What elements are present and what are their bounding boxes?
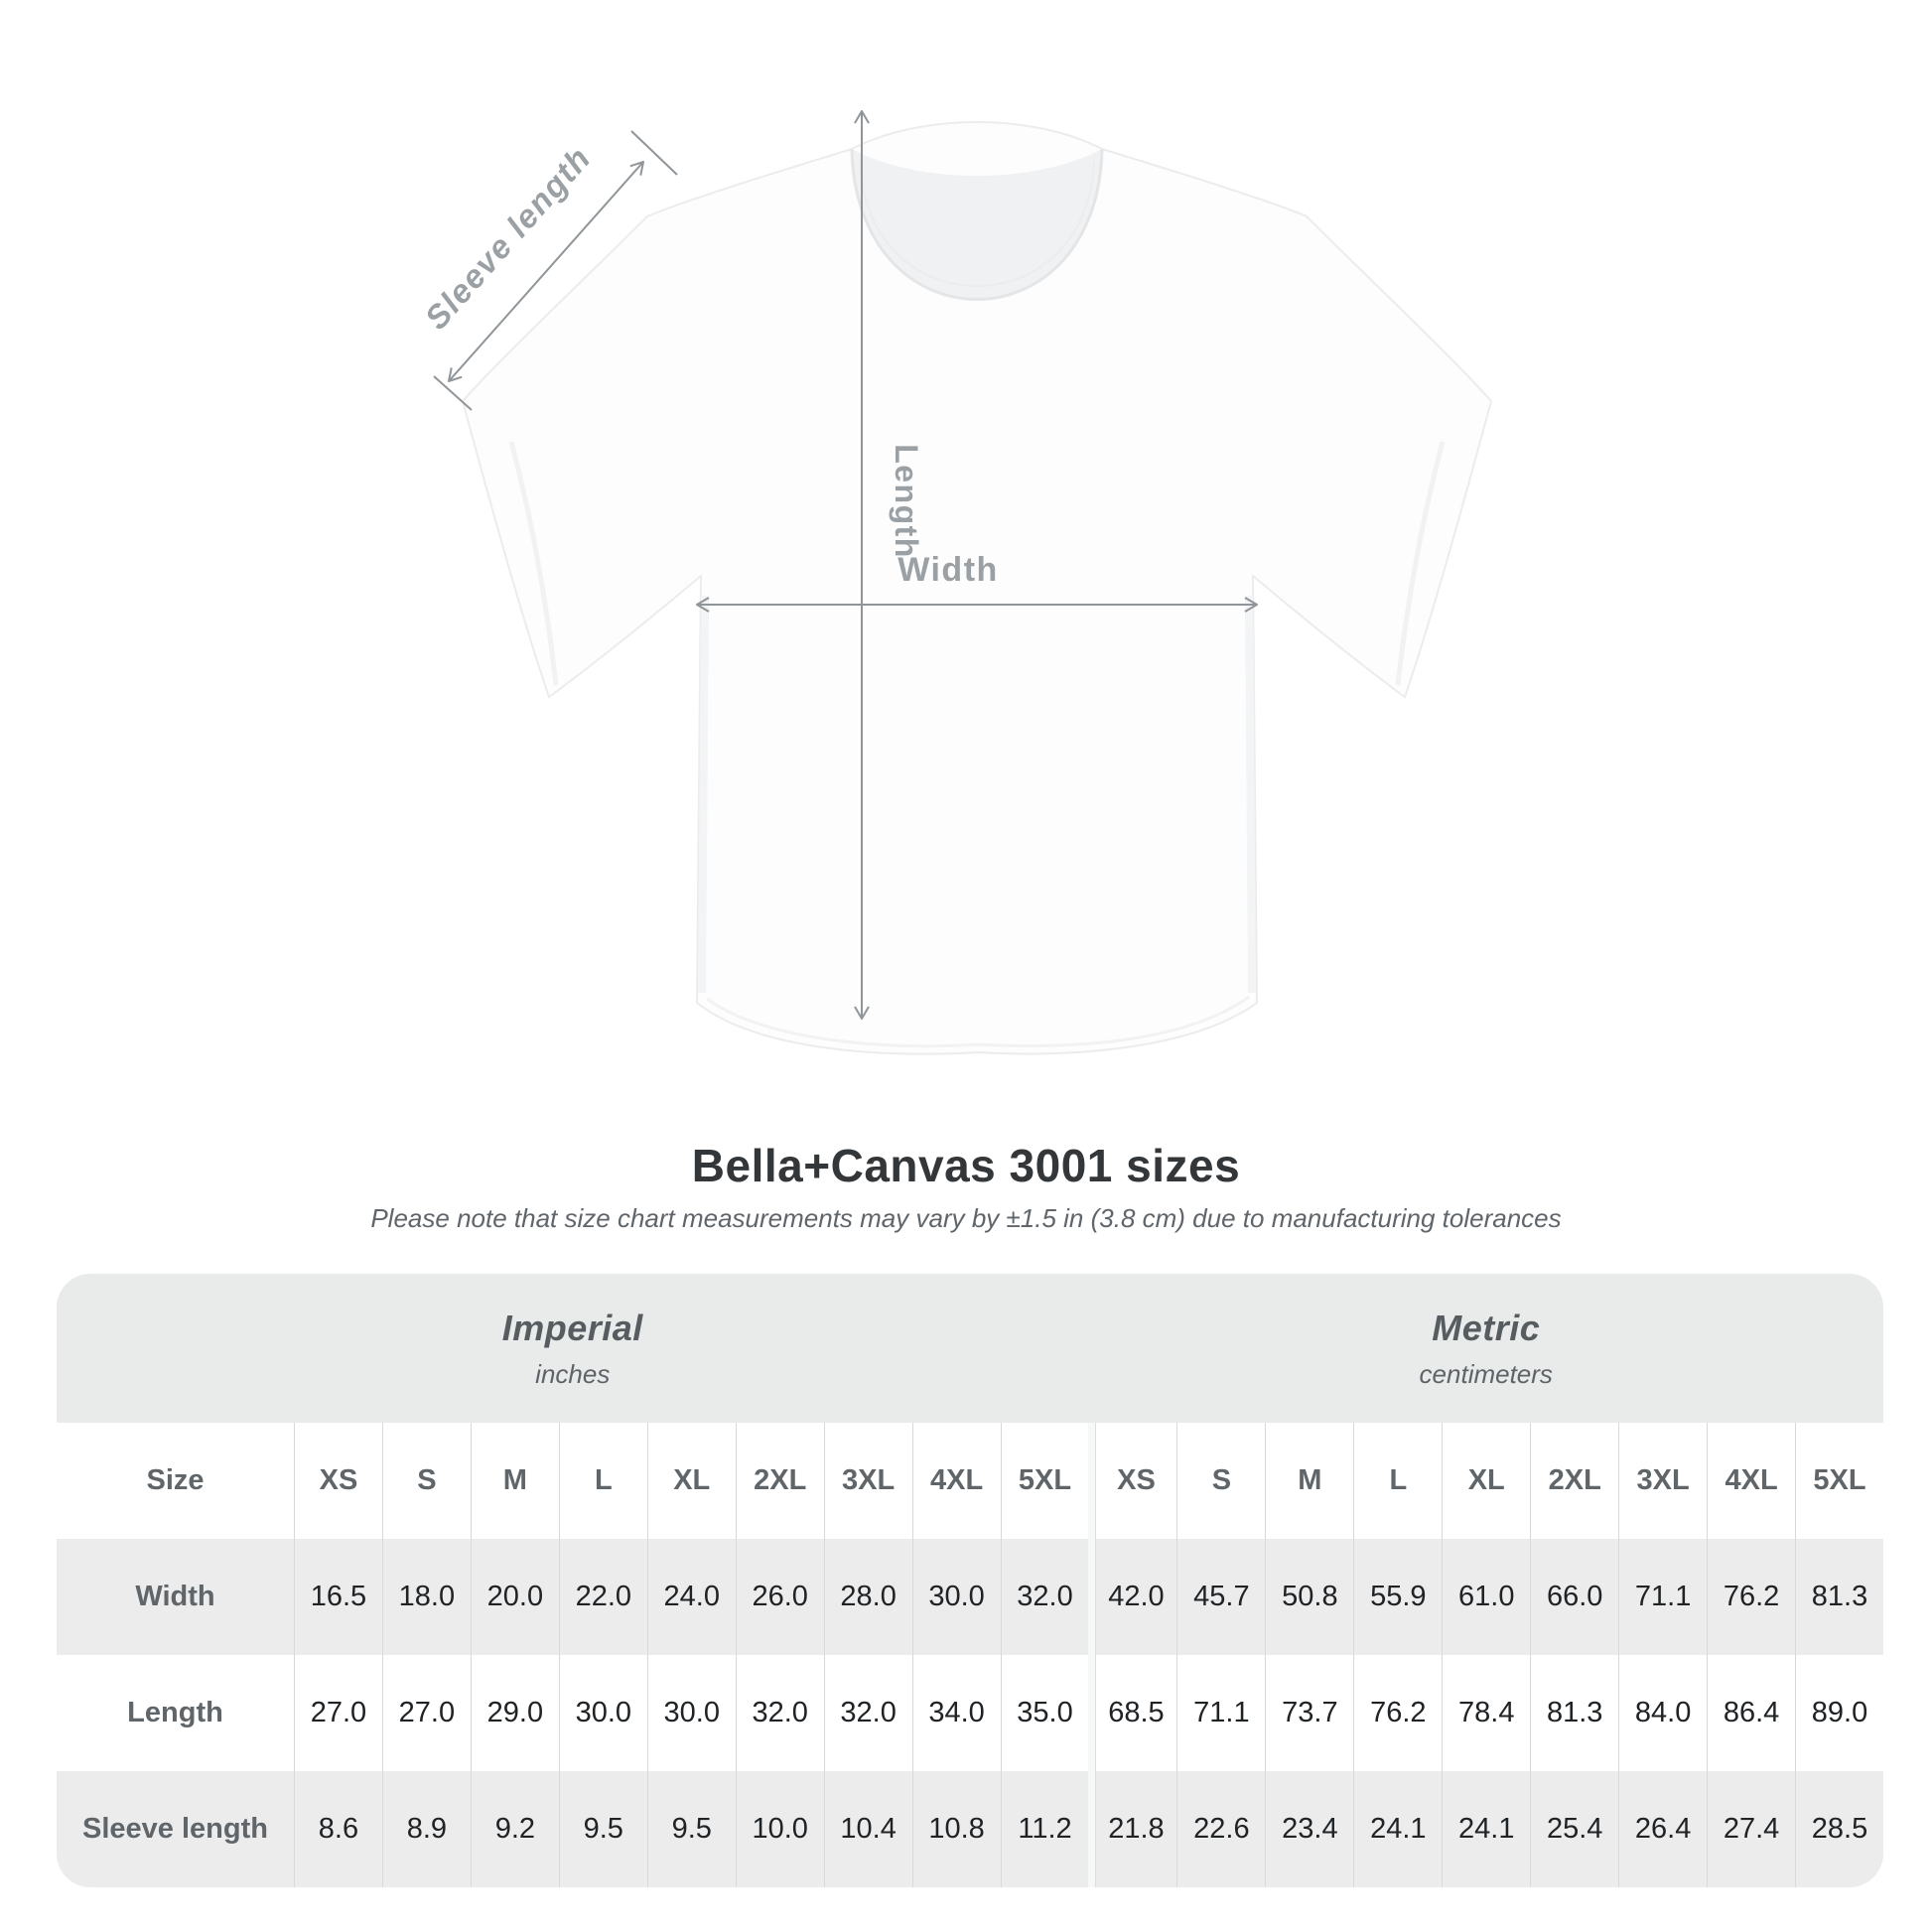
size-column-header: Size <box>146 1464 205 1496</box>
table-row-length <box>57 1655 1883 1771</box>
value-cell: 61.0 <box>1442 1539 1530 1655</box>
size-header: M <box>471 1423 559 1539</box>
value-cell: 28.5 <box>1795 1771 1883 1887</box>
size-header: 5XL <box>1795 1423 1883 1539</box>
value-cell: 28.0 <box>824 1539 912 1655</box>
value-cell: 10.4 <box>824 1771 912 1887</box>
size-header: XS <box>1088 1423 1176 1539</box>
size-header: XL <box>1442 1423 1530 1539</box>
metric-unit: centimeters <box>1419 1358 1553 1389</box>
size-header: L <box>559 1423 647 1539</box>
value-cell: 9.5 <box>559 1771 647 1887</box>
value-cell: 76.2 <box>1353 1655 1442 1771</box>
value-cell: 50.8 <box>1265 1539 1353 1655</box>
size-header: 3XL <box>1618 1423 1707 1539</box>
value-cell: 24.0 <box>647 1539 736 1655</box>
value-cell: 11.2 <box>1001 1771 1089 1887</box>
value-cell: 30.0 <box>559 1655 647 1771</box>
value-cell: 22.6 <box>1176 1771 1265 1887</box>
size-header: L <box>1353 1423 1442 1539</box>
size-header: 3XL <box>824 1423 912 1539</box>
length-label: Length <box>889 444 924 559</box>
value-cell: 8.9 <box>382 1771 471 1887</box>
value-cell: 24.1 <box>1442 1771 1530 1887</box>
row-label: Width <box>135 1581 215 1612</box>
value-cell: 76.2 <box>1707 1539 1795 1655</box>
value-cell: 84.0 <box>1618 1655 1707 1771</box>
table-row-sleeve-length <box>57 1771 1883 1887</box>
value-cell: 9.2 <box>471 1771 559 1887</box>
value-cell: 25.4 <box>1530 1771 1618 1887</box>
value-cell: 35.0 <box>1001 1655 1089 1771</box>
tolerance-note: Please note that size chart measurements may vary by ±1.5 in (3.8 cm) due to manufacturing tolerances <box>370 1203 1562 1233</box>
size-header: 4XL <box>912 1423 1001 1539</box>
value-cell: 81.3 <box>1795 1539 1883 1655</box>
section-header-row <box>57 1274 1883 1423</box>
imperial-unit: inches <box>535 1358 611 1389</box>
size-header: 4XL <box>1707 1423 1795 1539</box>
value-cell: 66.0 <box>1530 1539 1618 1655</box>
value-cell: 20.0 <box>471 1539 559 1655</box>
page-title: Bella+Canvas 3001 sizes <box>691 1140 1241 1191</box>
value-cell: 27.0 <box>294 1655 382 1771</box>
value-cell: 27.0 <box>382 1655 471 1771</box>
value-cell: 30.0 <box>912 1539 1001 1655</box>
value-cell: 16.5 <box>294 1539 382 1655</box>
size-header: 2XL <box>736 1423 824 1539</box>
value-cell: 71.1 <box>1618 1539 1707 1655</box>
value-cell: 26.4 <box>1618 1771 1707 1887</box>
value-cell: 68.5 <box>1088 1655 1176 1771</box>
value-cell: 71.1 <box>1176 1655 1265 1771</box>
size-header: XS <box>294 1423 382 1539</box>
metric-title: Metric <box>1432 1307 1541 1348</box>
size-table <box>57 1274 1883 1887</box>
value-cell: 21.8 <box>1088 1771 1176 1887</box>
value-cell: 78.4 <box>1442 1655 1530 1771</box>
value-cell: 22.0 <box>559 1539 647 1655</box>
value-cell: 8.6 <box>294 1771 382 1887</box>
value-cell: 10.0 <box>736 1771 824 1887</box>
value-cell: 23.4 <box>1265 1771 1353 1887</box>
value-cell: 86.4 <box>1707 1655 1795 1771</box>
table-row-width <box>57 1539 1883 1655</box>
value-cell: 42.0 <box>1088 1539 1176 1655</box>
size-header: XL <box>647 1423 736 1539</box>
value-cell: 29.0 <box>471 1655 559 1771</box>
size-header: S <box>382 1423 471 1539</box>
value-cell: 45.7 <box>1176 1539 1265 1655</box>
size-header: S <box>1176 1423 1265 1539</box>
size-header-row <box>57 1423 1883 1539</box>
imperial-title: Imperial <box>501 1307 643 1348</box>
value-cell: 32.0 <box>1001 1539 1089 1655</box>
value-cell: 32.0 <box>736 1655 824 1771</box>
value-cell: 34.0 <box>912 1655 1001 1771</box>
value-cell: 32.0 <box>824 1655 912 1771</box>
sleeve-length-label: Sleeve length <box>417 139 599 337</box>
imperial-section-header <box>57 1274 1089 1423</box>
row-label: Sleeve length <box>82 1813 268 1845</box>
value-cell: 55.9 <box>1353 1539 1442 1655</box>
row-label: Length <box>127 1697 223 1728</box>
value-cell: 27.4 <box>1707 1771 1795 1887</box>
metric-section-header <box>1089 1274 1884 1423</box>
size-header: 2XL <box>1530 1423 1618 1539</box>
value-cell: 18.0 <box>382 1539 471 1655</box>
value-cell: 89.0 <box>1795 1655 1883 1771</box>
value-cell: 30.0 <box>647 1655 736 1771</box>
width-label: Width <box>897 551 999 589</box>
value-cell: 24.1 <box>1353 1771 1442 1887</box>
size-header: M <box>1265 1423 1353 1539</box>
value-cell: 10.8 <box>912 1771 1001 1887</box>
value-cell: 9.5 <box>647 1771 736 1887</box>
value-cell: 73.7 <box>1265 1655 1353 1771</box>
value-cell: 26.0 <box>736 1539 824 1655</box>
value-cell: 81.3 <box>1530 1655 1618 1771</box>
size-header: 5XL <box>1001 1423 1089 1539</box>
